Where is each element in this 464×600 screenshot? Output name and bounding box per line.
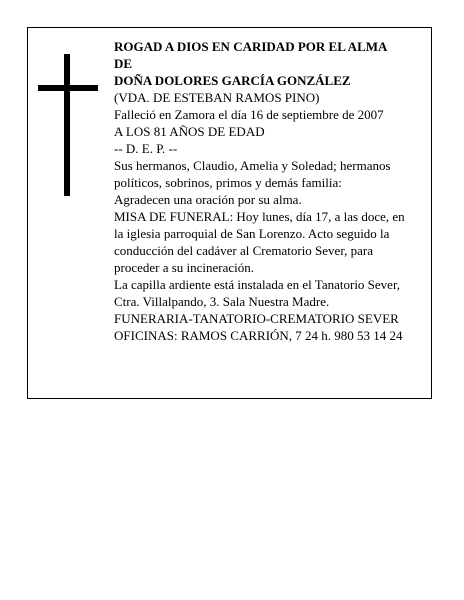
funeral-mass-line-3: conducción del cadáver al Crematorio Sever, para bbox=[114, 243, 373, 258]
rip-line: -- D. E. P. -- bbox=[114, 141, 178, 156]
cross-icon bbox=[38, 54, 98, 196]
cross-vertical-bar bbox=[64, 54, 70, 196]
death-date-line: Falleció en Zamora el día 16 de septiembre de 2007 bbox=[114, 107, 384, 122]
chapel-line-1: La capilla ardiente está instalada en el Tanatorio Sever, bbox=[114, 277, 401, 292]
notice-text bbox=[114, 38, 429, 344]
funeral-mass-line-1: MISA DE FUNERAL: Hoy lunes, día 17, a las doce, en bbox=[114, 209, 405, 224]
funeral-mass-line-2: la iglesia parroquial de San Lorenzo. Acto seguido la bbox=[114, 226, 390, 241]
invocation-line: ROGAD A DIOS EN CARIDAD POR EL ALMA bbox=[114, 39, 388, 54]
family-line-1: Sus hermanos, Claudio, Amelia y Soledad; hermanos bbox=[114, 158, 391, 173]
funeral-home-line: FUNERARIA-TANATORIO-CREMATORIO SEVER bbox=[114, 311, 399, 326]
chapel-line-2: Ctra. Villalpando, 3. Sala Nuestra Madre. bbox=[114, 294, 330, 309]
funeral-mass-line-4: proceder a su incineración. bbox=[114, 260, 255, 275]
cross-horizontal-bar bbox=[38, 85, 98, 91]
deceased-name: DOÑA DOLORES GARCÍA GONZÁLEZ bbox=[114, 73, 351, 88]
prayer-request-line: Agradecen una oración por su alma. bbox=[114, 192, 302, 207]
offices-line: OFICINAS: RAMOS CARRIÓN, 7 24 h. 980 53 14 24 bbox=[114, 328, 403, 343]
invocation-line-de: DE bbox=[114, 56, 133, 71]
age-line: A LOS 81 AÑOS DE EDAD bbox=[114, 124, 265, 139]
widow-of-line: (VDA. DE ESTEBAN RAMOS PINO) bbox=[114, 90, 320, 105]
family-line-2: políticos, sobrinos, primos y demás familia: bbox=[114, 175, 342, 190]
